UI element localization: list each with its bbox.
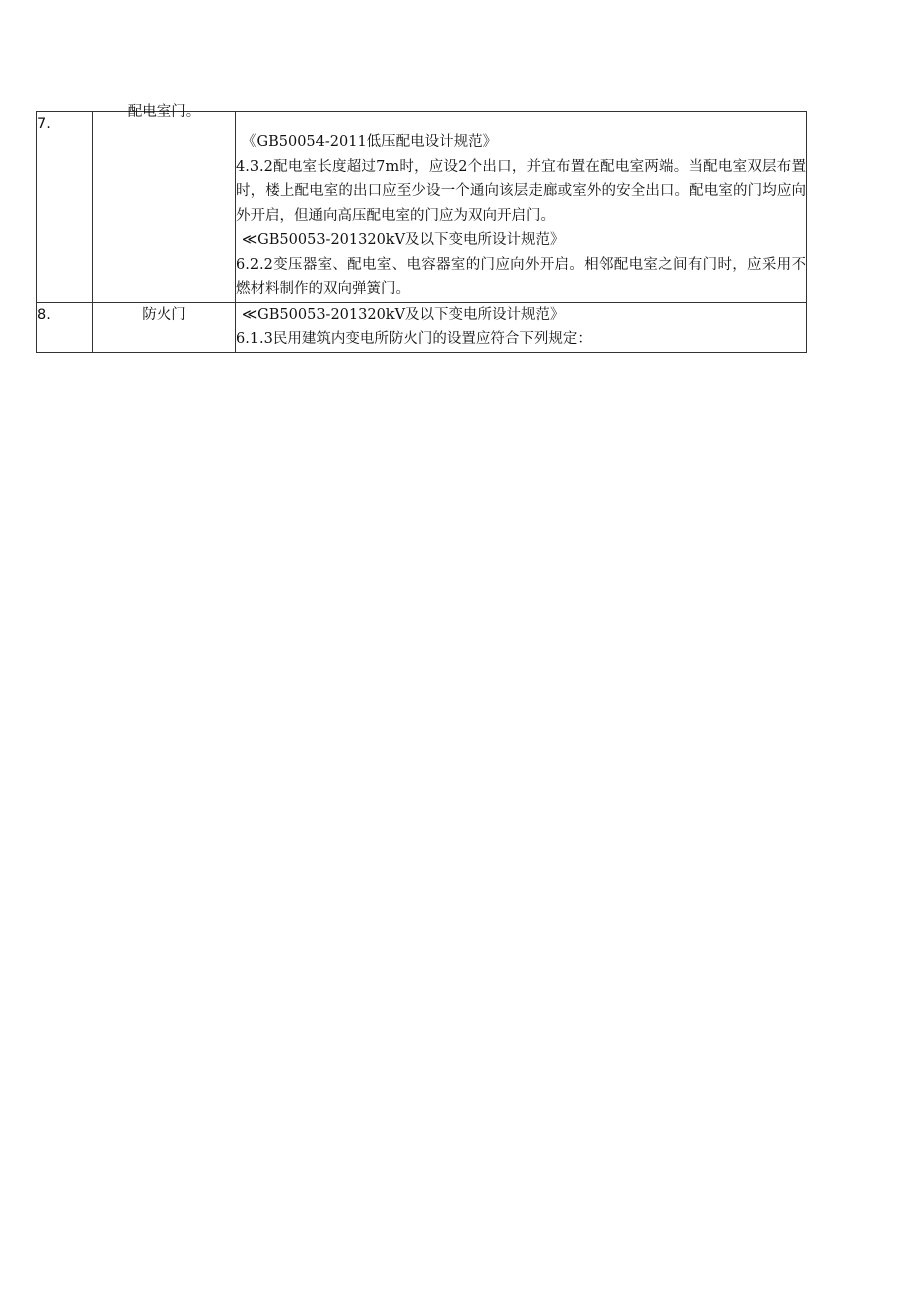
- requirement-cell: [236, 112, 807, 303]
- clause-text: 6.1.3民用建筑内变电所防火门的设置应符合下列规定：: [236, 331, 592, 347]
- clause-text: 6.2.2变压器室、配电室、电容器室的门应向外开启。相邻配电室之间有门时，应采用不燃材料制作的双向弹簧门。: [236, 256, 806, 297]
- row-number: 7.: [37, 112, 93, 303]
- item-name: 配电室门。: [127, 104, 201, 120]
- table-row: [37, 302, 807, 352]
- specification-table: [36, 104, 807, 353]
- standard-reference: ≪GB50053-201320kV及以下变电所设计规范》: [242, 232, 565, 248]
- standard-reference: ≪GB50053-201320kV及以下变电所设计规范》: [242, 306, 565, 323]
- requirement-cell: [236, 302, 807, 352]
- item-name-cell: [93, 302, 236, 352]
- item-name: 防火门: [142, 306, 186, 323]
- standard-reference: 《GB50054-2011低压配电设计规范》: [242, 134, 498, 150]
- row-number: 8.: [37, 302, 93, 352]
- table-row: [37, 112, 807, 303]
- clause-text: 4.3.2配电室长度超过7m时，应设2个出口，并宜布置在配电室两端。当配电室双层布置时，楼上配电室的出口应至少设一个通向该层走廊或室外的安全出口。配电室的门均应向外开启，但通向高压配电室的门应为双向开启门。: [236, 158, 806, 224]
- item-name-cell: [93, 104, 236, 303]
